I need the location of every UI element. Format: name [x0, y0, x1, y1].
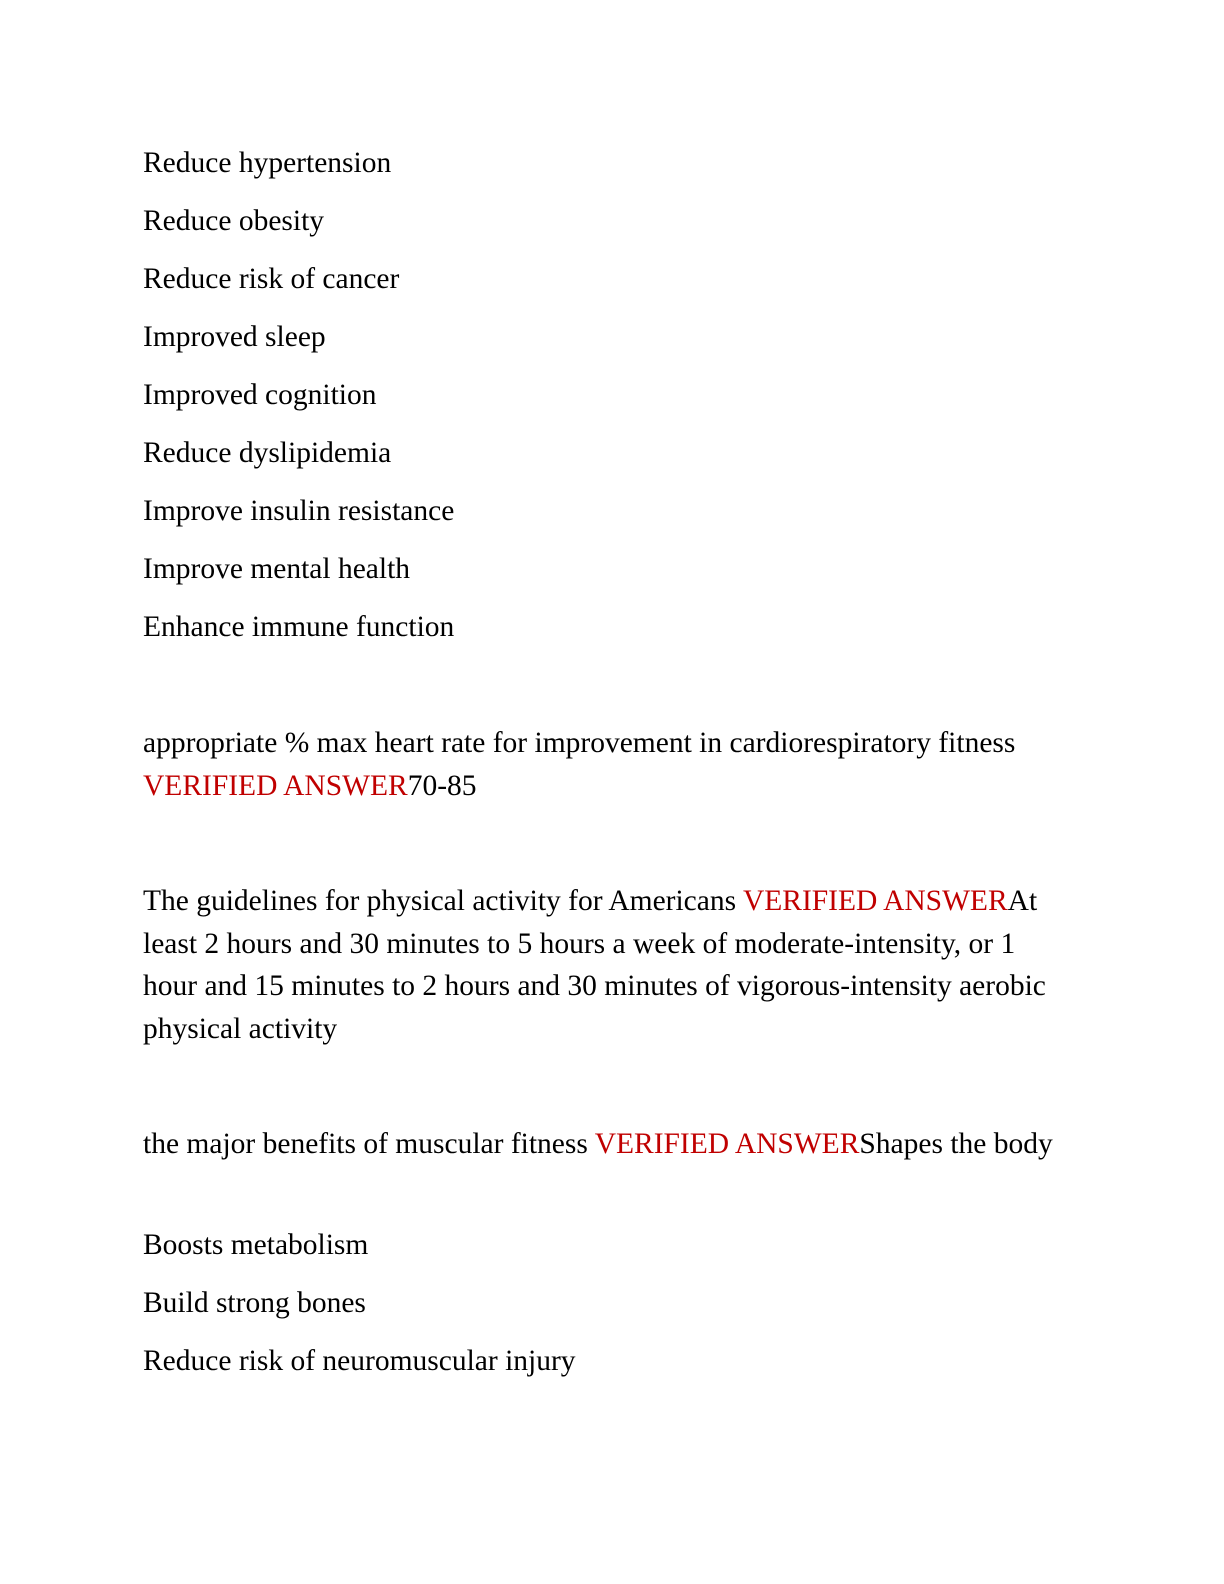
list-item: Enhance immune function [143, 611, 455, 643]
list-item: Reduce dyslipidemia [143, 437, 392, 469]
list-item: Reduce risk of cancer [143, 263, 400, 295]
list-item: Improve insulin resistance [143, 495, 455, 527]
answer-text: Shapes the body [859, 1128, 1053, 1160]
list-item: Reduce risk of neuromuscular injury [143, 1345, 576, 1377]
question-text: appropriate % max heart rate for improvement in cardiorespiratory fitness [143, 727, 1016, 759]
list-item: Improved cognition [143, 379, 377, 411]
list-item: Reduce hypertension [143, 147, 392, 179]
qa-block-heart-rate [143, 722, 1058, 807]
verified-answer-tag: VERIFIED ANSWER [143, 769, 408, 802]
list-item: Build strong bones [143, 1287, 366, 1319]
answer-text: 70-85 [407, 769, 477, 802]
verified-answer-tag: VERIFIED ANSWER [742, 885, 1008, 917]
list-item: Reduce obesity [143, 205, 325, 237]
list-item: Boosts metabolism [143, 1229, 369, 1261]
qa-block-guidelines [143, 880, 1058, 1050]
verified-answer-tag: VERIFIED ANSWER [594, 1128, 860, 1160]
question-text: The guidelines for physical activity for Americans [143, 885, 743, 917]
qa-block-muscular-fitness [143, 1123, 1058, 1166]
list-item: Improved sleep [143, 321, 326, 353]
question-text: the major benefits of muscular fitness [143, 1128, 595, 1160]
list-item: Improve mental health [143, 553, 411, 585]
answer-text: At least 2 hours and 30 minutes to 5 hours a week of moderate-intensity, or 1 hour and 15 minutes to 2 hours and 30 minutes of vigorous-intensity aerobic physical activity [143, 885, 1046, 1045]
